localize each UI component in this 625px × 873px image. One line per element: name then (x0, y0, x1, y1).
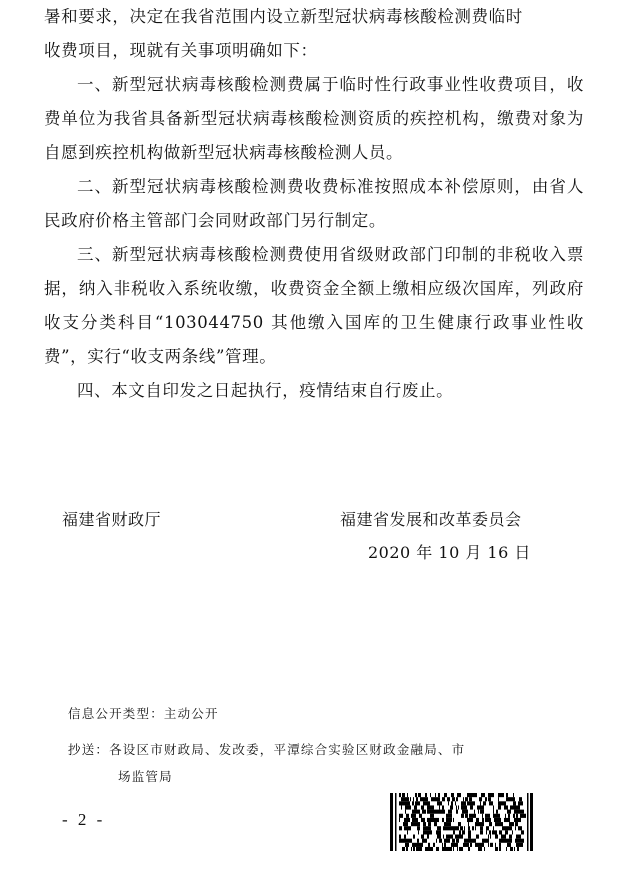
item-3: 三、新型冠状病毒核酸检测费使用省级财政部门印制的非税收入票据，纳入非税收入系统收缴，收费资金全额上缴相应级次国库，列政府收支分类科目“103044750 其他缴入国库的卫生健康行政事业性收费”，实行“收支两条线”管理。 (44, 245, 584, 366)
item-1: 一、新型冠状病毒核酸检测费属于临时性行政事业性收费项目，收费单位为我省具备新型冠状病毒核酸检测资质的疾控机构，缴费对象为自愿到疾控机构做新型冠状病毒核酸检测人员。 (44, 75, 584, 162)
cc-line-2: 场监管局 (118, 769, 173, 784)
barcode-icon (390, 793, 535, 851)
document-body (44, 0, 584, 408)
intro-tail-line1: 暑和要求，决定在我省范围内设立新型冠状病毒核酸检测费临时 (44, 7, 523, 26)
signature-date: 2020 年 10 月 16 日 (368, 543, 531, 562)
signer-development-reform-commission: 福建省发展和改革委员会 (340, 510, 522, 529)
cc-list (68, 736, 558, 790)
page-number: - 2 - (62, 810, 106, 829)
intro-tail-line2: 收费项目，现就有关事项明确如下： (44, 41, 318, 60)
signer-finance-department: 福建省财政厅 (62, 510, 162, 529)
item-4: 四、本文自印发之日起执行，疫情结束自行废止。 (77, 381, 454, 400)
cc-line-1: 抄送：各设区市财政局、发改委，平潭综合实验区财政金融局、市 (68, 742, 466, 757)
disclosure-type: 信息公开类型：主动公开 (68, 706, 219, 721)
item-2: 二、新型冠状病毒核酸检测费收费标准按照成本补偿原则，由省人民政府价格主管部门会同财政部门另行制定。 (44, 177, 584, 230)
